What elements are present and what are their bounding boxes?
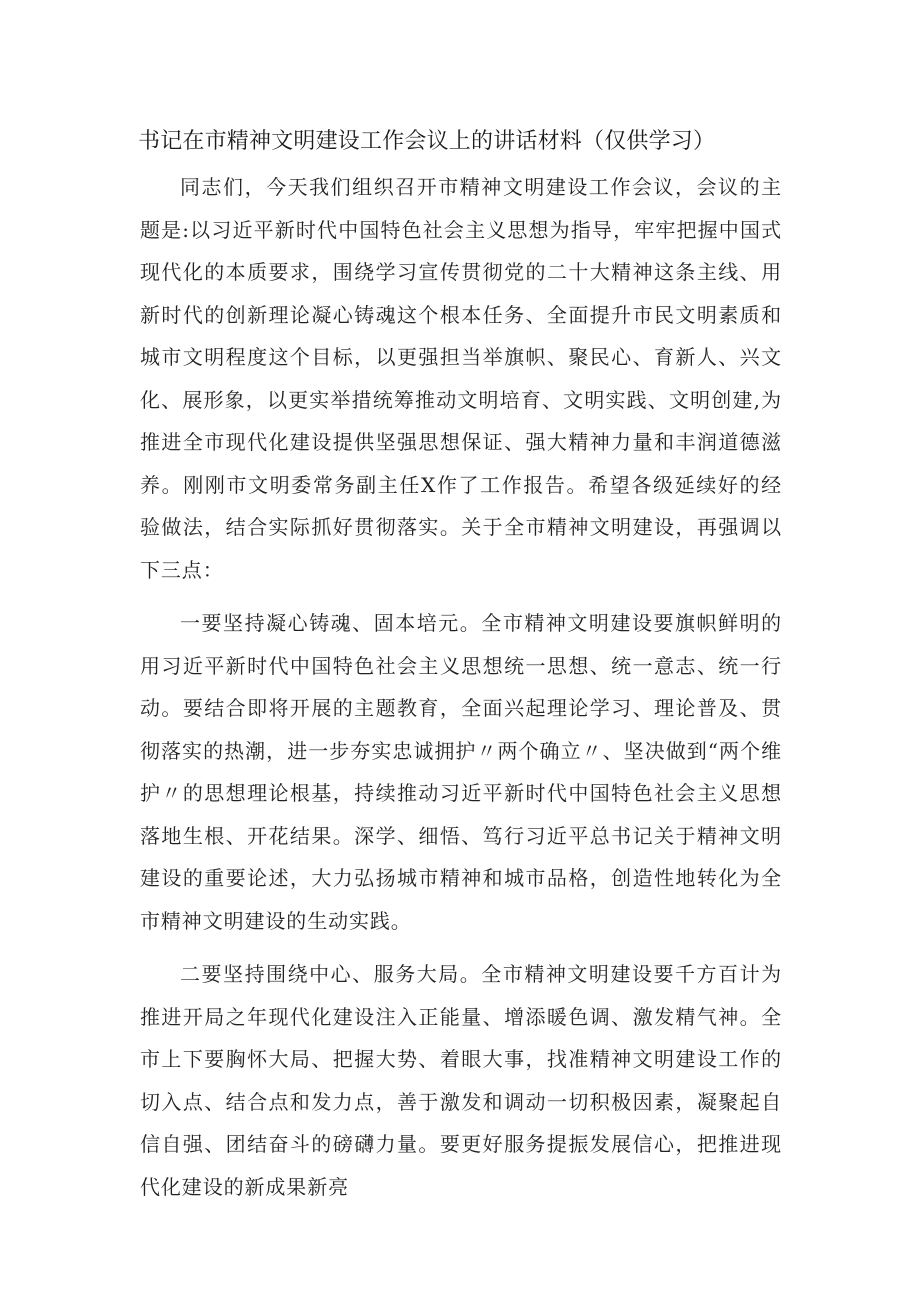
paragraph-intro: 同志们，今天我们组织召开市精神文明建设工作会议，会议的主题是:以习近平新时代中国特色社会主义思想为指导，牢牢把握中国式现代化的本质要求，围绕学习宣传贯彻党的二十大精神这条主线、用新时代的创新理论凝心铸魂这个根本任务、全面提升市民文明素质和城市文明程度这个目标，以更强担当举旗帜、聚民心、育新人、兴文化、展形象，以更实举措统筹推动文明培育、文明实践、文明创建,为推进全市现代化建设提供坚强思想保证、强大精神力量和丰润道德滋养。刚刚市文明委常务副主任X作了工作报告。希望各级延续好的经验做法，结合实际抓好贯彻落实。关于全市精神文明建设，再强调以下三点： — [140, 175, 782, 582]
paragraph-point-two: 二要坚持围绕中心、服务大局。全市精神文明建设要千方百计为推进开局之年现代化建设注入正能量、增添暖色调、激发精气神。全市上下要胸怀大局、把握大势、着眼大事，找准精神文明建设工作的切入点、结合点和发力点，善于激发和调动一切积极因素，凝聚起自信自强、团结奋斗的磅礴力量。要更好服务提振发展信心，把推进现代化建设的新成果新亮 — [140, 962, 782, 1199]
document-body — [140, 166, 782, 1208]
document-title: 书记在市精神文明建设工作会议上的讲话材料（仅供学习） — [138, 129, 716, 154]
paragraph-point-one: 一要坚持凝心铸魂、固本培元。全市精神文明建设要旗帜鲜明的用习近平新时代中国特色社会主义思想统一思想、统一意志、统一行动。要结合即将开展的主题教育，全面兴起理论学习、理论普及、贯彻落实的热潮，进一步夯实忠诚拥护〃两个确立〃、坚决做到“两个维护〃的思想理论根基，持续推动习近平新时代中国特色社会主义思想落地生根、开花结果。深学、细悟、笃行习近平总书记关于精神文明建设的重要论述，大力弘扬城市精神和城市品格，创造性地转化为全市精神文明建设的生动实践。 — [140, 611, 782, 933]
